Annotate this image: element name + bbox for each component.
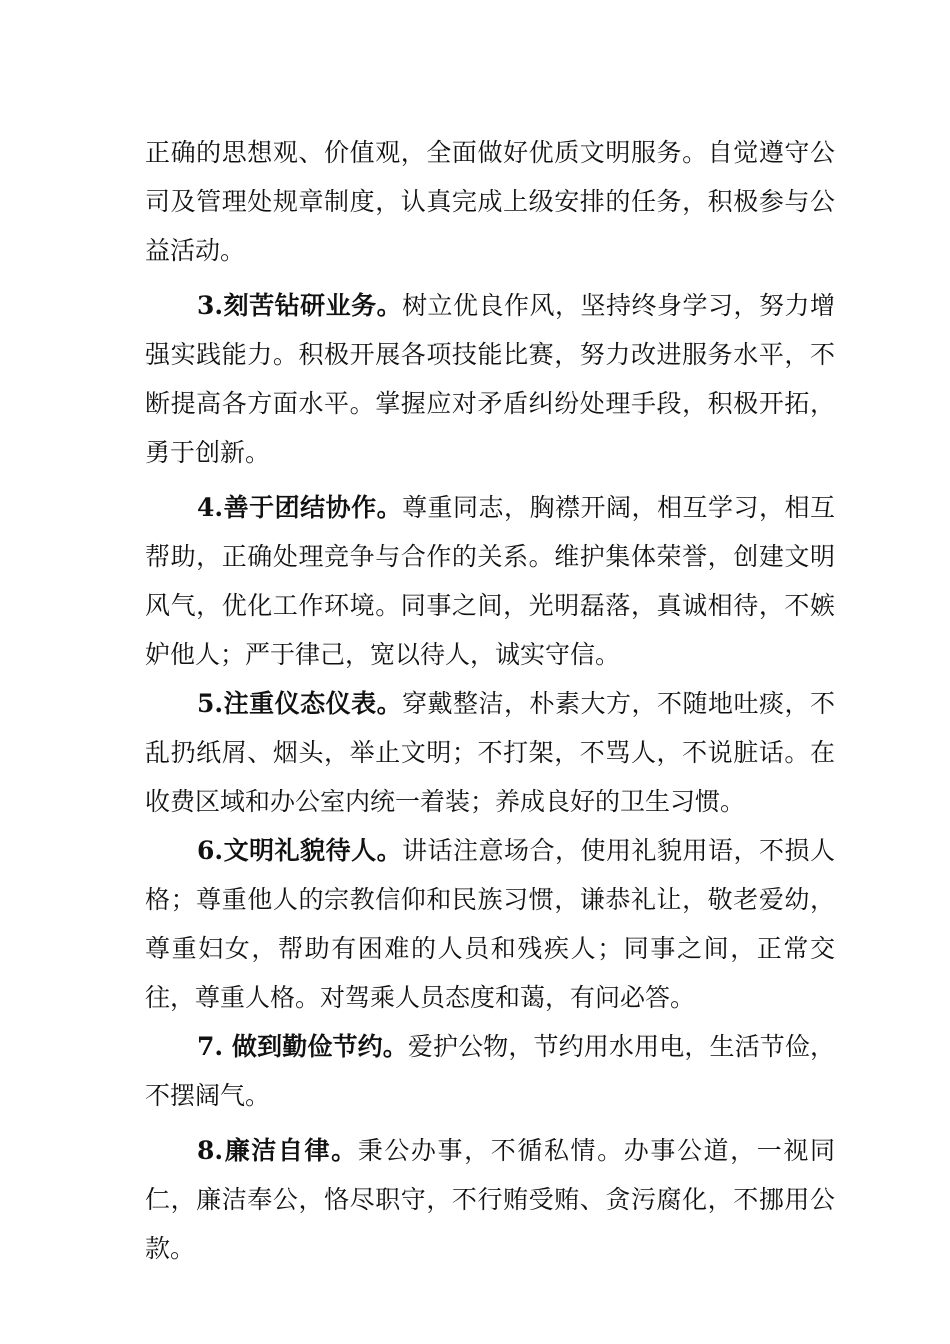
document-page bbox=[145, 128, 835, 1273]
paragraph-body: 讲话注意场合，使用礼貌用语，不损人格；尊重他人的宗教信仰和民族习惯，谦恭礼让，敬老爱幼，尊重妇女，帮助有困难的人员和残疾人；同事之间，正常交往，尊重人格。对驾乘人员态度和蔼，有问必答。 bbox=[145, 836, 835, 1012]
paragraph-heading: 5.注重仪态仪表。 bbox=[197, 689, 403, 718]
paragraph-heading: 3.刻苦钻研业务。 bbox=[197, 291, 403, 320]
paragraph-item-6 bbox=[145, 826, 835, 1022]
paragraph-continuation bbox=[145, 128, 835, 275]
paragraph-body: 尊重同志，胸襟开阔，相互学习，相互帮助，正确处理竞争与合作的关系。维护集体荣誉，创建文明风气，优化工作环境。同事之间，光明磊落，真诚相待，不嫉妒他人；严于律己，宽以待人，诚实守信。 bbox=[145, 493, 835, 669]
paragraph-item-8 bbox=[145, 1126, 835, 1273]
paragraph-heading: 4.善于团结协作。 bbox=[197, 493, 403, 522]
paragraph-item-3 bbox=[145, 281, 835, 477]
paragraph-body: 正确的思想观、价值观，全面做好优质文明服务。自觉遵守公司及管理处规章制度，认真完成上级安排的任务，积极参与公益活动。 bbox=[145, 138, 835, 265]
paragraph-heading: 8.廉洁自律。 bbox=[197, 1136, 358, 1165]
paragraph-heading: 7. 做到勤俭节约。 bbox=[197, 1032, 408, 1061]
paragraph-body: 穿戴整洁，朴素大方，不随地吐痰，不乱扔纸屑、烟头，举止文明；不打架，不骂人，不说脏话。在收费区域和办公室内统一着装；养成良好的卫生习惯。 bbox=[145, 689, 835, 816]
paragraph-item-7 bbox=[145, 1022, 835, 1120]
paragraph-item-4 bbox=[145, 483, 835, 679]
paragraph-item-5 bbox=[145, 679, 835, 826]
paragraph-body: 秉公办事，不循私情。办事公道，一视同仁，廉洁奉公，恪尽职守，不行贿受贿、贪污腐化，不挪用公款。 bbox=[145, 1136, 835, 1263]
paragraph-body: 树立优良作风，坚持终身学习，努力增强实践能力。积极开展各项技能比赛，努力改进服务水平，不断提高各方面水平。掌握应对矛盾纠纷处理手段，积极开拓，勇于创新。 bbox=[145, 291, 835, 467]
paragraph-body: 爱护公物，节约用水用电，生活节俭，不摆阔气。 bbox=[145, 1032, 835, 1110]
paragraph-heading: 6.文明礼貌待人。 bbox=[197, 836, 403, 865]
